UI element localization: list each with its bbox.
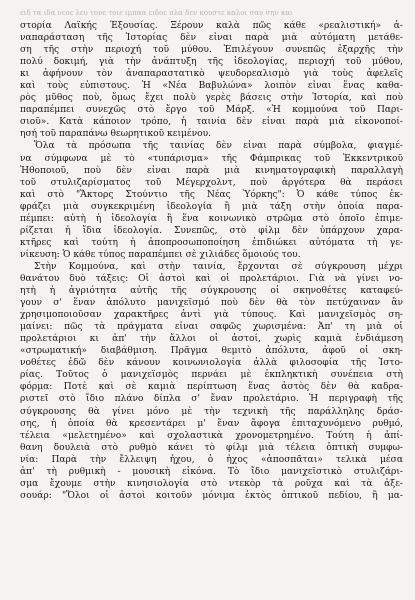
text-line: ριστεῖ στὸ ἴδιο πλάνο δίπλα σ' ἕναν προλετάριο. Ἡ περιγραφὴ τῆς — [20, 394, 403, 405]
text-line: σιοῦ». Κατὰ κάποιον τρόπο, ἡ ταινία δὲν εἶναι παρὰ μιὰ εἰκονοποί- — [20, 117, 403, 128]
text-line: νίκευση: Ὁ κάθε τύπος παραπέμπει σὲ χιλιάδες ὅμοιούς του. — [20, 249, 301, 260]
text-line: φόρμα: Ποτὲ καὶ σὲ καμιὰ περίπτωση ἕνας ἀστὸς δὲν θὰ καδρα- — [20, 382, 403, 393]
text-line: Στὴν Κομμούνα, καὶ στὴν ταινία, ἔρχονται σὲ σύγκρουση μέχρι — [34, 261, 403, 272]
bleed-through-text: ειδ τα ιδα νεοε λευ τονε τοιε ιμπαα ειδοε πλα δεν κουστε καλοι σαν σην και — [20, 9, 293, 17]
text-line: ησή τοῦ παραπάνω θεωρητικοῦ κειμένου. — [20, 129, 212, 140]
text-line: θανη δουλειὰ στὸ ρυθμὸ κάνει τὸ φίλμ μιὰ τέλεια ὀπτικὴ συμφω- — [20, 442, 403, 453]
text-line: ἀπ' τὴ ρυθμικὴ - μουσικὴ εἰκόνα. Τὸ ἴδιο μανιχεϊστικὸ στυλιζάρι- — [20, 466, 403, 477]
text-line: χρησιμοποιοῦσαν χαρακτῆρες ἀντὶ γιὰ τύπους. Καὶ μανιχεϊσμὸς ση- — [20, 310, 403, 321]
text-line: τέλεια «μελετημένο» καὶ σχολαστικὰ χρονομετρημένο. Τούτη ἡ ἀπί- — [20, 430, 403, 441]
text-line: σης, ἡ ὁποία θὰ κρεσεντάρει μ' ἕναν ἄφογα ἐπιταχυνόμενο ρυθμό, — [20, 418, 403, 429]
text-line: Ἠθοποιοῦ, ποὺ δὲν εἶναι παρὰ μιὰ κινηματογραφικὴ παραλλαγὴ — [20, 165, 403, 176]
text-line: παραπέμπει συνεχῶς στὸ ἔργο τοῦ Μάρξ. «Ἡ κομμούνα τοῦ Παρι- — [20, 105, 403, 116]
text-line: ση τῆς στὴν περιοχή τοῦ μύθου. Ἐπιλέγουν συνεπῶς ἐξαρχῆς τὴν — [20, 45, 403, 56]
text-line: ναπαράσταση τῆς Ἱστορίας δὲν εἶναι παρὰ μιὰ αὐτόματη μετάθε- — [20, 33, 403, 44]
text-line: θανάτου δυὸ τάξεις: Οἱ ἀστοὶ καὶ οἱ προλετάριοι. Γιὰ νὰ γίνει νο- — [20, 273, 403, 284]
text-line: νία: Παρὰ τὴν ἔλλειψη ἦχου, ὁ ἦχος «ἀποσπᾶται» τελικὰ μέσα — [20, 454, 403, 465]
text-line: σύγκρουσης θὰ γίνει μόνο μὲ τὴν τεχνικὴ τῆς παράλληλης δράσ- — [20, 406, 403, 417]
text-line: πολύ δοκιμή, γιὰ τὴν ἀνάπτυξη τῆς ἰδεολογίας, περιοχή τοῦ μύθου, — [20, 57, 403, 68]
text-line: Ὅλα τὰ πρόσωπα τῆς ταινίας δὲν εἶναι παρὰ σύμβολα, φιαγμέ- — [34, 141, 403, 152]
text-line: μαίνει: πῶς τὰ πράγματα εἶναι σαφῶς χωρισμένα: Ἀπ' τη μιὰ οἱ — [20, 322, 403, 333]
text-line: γουν σ' ἕναν ἀπόλυτο μανιχεϊσμό ποὺ δὲν θὰ τὸν πετύχαιναν ἂν — [20, 298, 403, 309]
text-line: ρίας. Τοῦτος ὁ μανιχεϊσμὸς περνάει μὲ ἐκπληκτικὴ συνέπεια στὴ — [20, 370, 403, 381]
text-line: κτῆρες καὶ τούτη ἡ ἀποπροσωποποίηση ἐπιδιώκει αὐτόματα τὴ γε- — [20, 237, 403, 248]
text-line: στορία Λαϊκής Έξουσίας. Ξέρουν καλὰ πῶς κάθε «ρεαλιστική» ἀ- — [20, 21, 403, 31]
text-line: σμα ἔχουμε στὴν κινησιολογία στὸ ντεκὸρ τὰ ροῦχα καὶ τὰ ἀξε- — [20, 478, 403, 489]
text-line: «στρωματική» διαβάθμιση. Πρᾶγμα θεμιτὸ ἀπόλυτα, ἀφοῦ οἱ σκη- — [20, 346, 403, 357]
text-line: ρὸς μῦθος ποὺ, ὅμως ἔχει πολὺ γερὲς βάσεις στὴν Ἱστορία, καὶ ποὺ — [20, 93, 403, 104]
text-line: νοθέτες ἐδῶ δὲν κάνουν κοινωνιολογία ἀλλὰ φιλοσοφία τῆς Ἱστο- — [20, 358, 403, 369]
text-line: καὶ τοὺς εὐπιστους. Ἡ «Νέα Βαβυλώνα» λοιπὸν εἶναι ἕνας καθα- — [20, 81, 403, 92]
text-line: σουάρ: "Ὅλοι οἱ ἀστοὶ κοιτοῦν μόνιμα ἐκτὸς ὀπτικοῦ πεδίου, ἢ μα- — [20, 490, 403, 501]
text-line: τοῦ στυλιζαρίσματος τοῦ Μέγερχολντ, ποὺ ἀργότερα θὰ περάσει — [20, 177, 403, 188]
text-line: καὶ στὸ "Ἄκτορς Στούντιο τῆς Νέας Ὑόρκης": Ὁ κάθε τύπος ἐκ- — [20, 189, 403, 200]
text-line: πέμπει: αὐτὴ ἡ ἰδεολογία ἢ ἕνα κοινωνικὸ στρῶμα στὸ ὁποῖο ἐπιμε- — [20, 213, 403, 224]
text-line: να σύμφωνα μὲ τὸ «τυπάρισμα» τῆς Φάμπρικας τοῦ Ἐκκεντρικοῦ — [20, 153, 403, 164]
text-line: προλετάριοι κι ἀπ' τὴν ἄλλοι οἱ ἀστοί, χωρὶς καμιὰ ἐνδιάμεση — [20, 334, 403, 345]
text-line: φράζει μιὰ συγκεκριμένη ἰδεολογία ἢ μιὰ τάξη στὴν ὁποία παρα- — [20, 201, 403, 212]
body-text — [20, 20, 403, 502]
text-line: ρίζεται ἡ ἴδια ἰδεολογία. Συνεπῶς, στὸ φίλμ δὲν ὑπάρχουν χαρα- — [20, 225, 403, 236]
text-line: κι ἀφήνουν τὸν ἀναπαραστατικὸ ψευδορεαλισμὸ γιὰ τοὺς ἀφελεῖς — [20, 69, 403, 80]
text-line: ητὴ ἡ ἀγριότητα αὐτῆς τῆς σύγκρουσης οἱ σκηνοθέτες καταφεύ- — [20, 286, 403, 297]
